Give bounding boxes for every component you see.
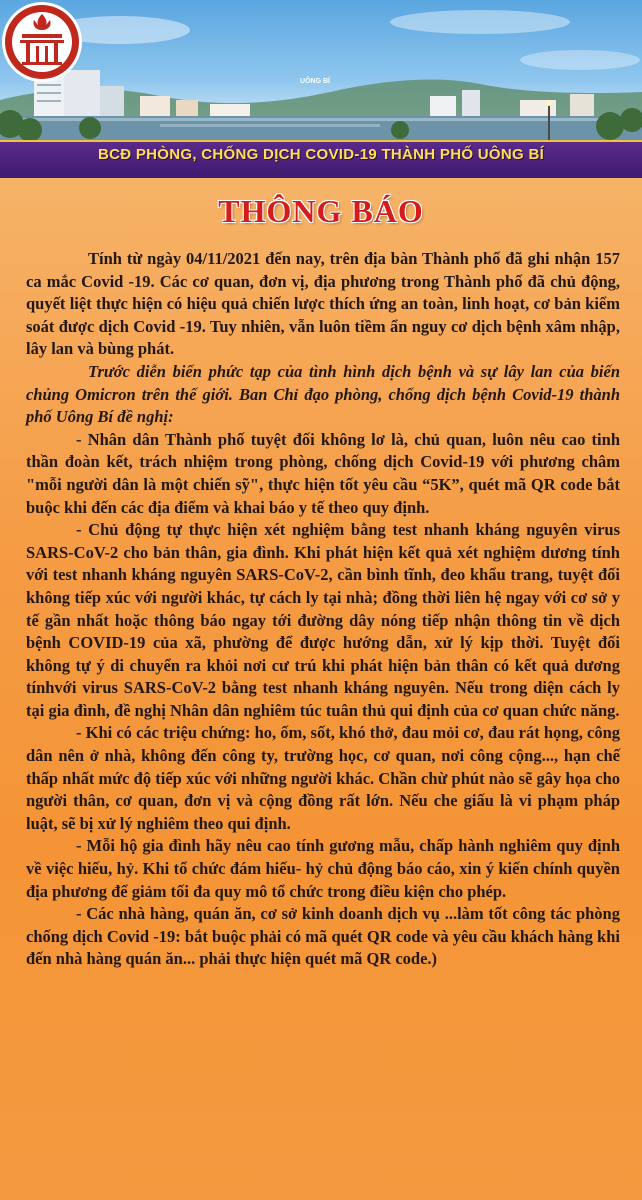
logo-caption: UÔNG BÍ: [300, 78, 330, 85]
paragraph-item-5: - Các nhà hàng, quán ăn, cơ sở kinh doanh dịch vụ ...làm tốt công tác phòng chống dịch Covid -19: bắt buộc phải có mã quét QR code và yêu cầu khách hàng khi đến nhà hàng quán ăn... phải thực hiện quét mã QR code.): [26, 904, 620, 969]
paragraph-intro: Tính từ ngày 04/11/2021 đến nay, trên địa bàn Thành phố đã ghi nhận 157 ca mắc Covid -19. Các cơ quan, đơn vị, địa phương trong Thành phố đã chủ động, quyết liệt thực hiện có hiệu quả chiến lược thích ứng an toàn, linh hoạt, cơ bản kiểm soát được dịch Covid -19. Tuy nhiên, vẫn luôn tiềm ẩn nguy cơ dịch bệnh xâm nhập, lây lan và bùng phát.: [26, 249, 620, 359]
banner-title: BCĐ PHÒNG, CHỐNG DỊCH COVID-19 THÀNH PHỐ UÔNG BÍ: [97, 146, 545, 163]
header-banner: [0, 0, 642, 178]
paragraph-item-2: - Chủ động tự thực hiện xét nghiệm bằng test nhanh kháng nguyên virus SARS-CoV-2 cho bản thân, gia đình. Khi phát hiện kết quả xét nghiệm dương tính với test nhanh kháng nguyên SARS-CoV-2, cần bình tĩnh, đeo khẩu trang, tuyệt đối không tiếp xúc với người khác, tự cách ly tại nhà; đồng thời liên hệ ngay với cơ sở y tế gần nhất hoặc thông báo ngay tới đường dây nóng tiếp nhận thông tin về dịch bệnh COVID-19 của xã, phường để được hướng dẫn, xử lý kịp thời. Tuyệt đối không tự ý di chuyển ra khỏi nơi cư trú khi phát hiện bản thân có kết quả dương tínhvới virus SARS-CoV-2 bằng test nhanh kháng nguyên. Nếu trong diện cách ly tại gia đình, đề nghị Nhân dân nghiêm túc tuân thủ qui định của cơ quan chức năng.: [26, 520, 620, 720]
paragraph-item-4: - Mỗi hộ gia đình hãy nêu cao tính gương mẫu, chấp hành nghiêm quy định về việc hiếu, hỷ. Khi tổ chức đám hiếu- hỷ chủ động báo cáo, xin ý kiến chính quyền địa phương để giảm tối đa quy mô tổ chức trong điều kiện cho phép.: [26, 836, 620, 901]
paragraph-item-3: - Khi có các triệu chứng: ho, ốm, sốt, khó thở, đau mỏi cơ, đau rát họng, công dân nên ở nhà, không đến công ty, trường học, cơ quan, nơi công cộng..., hạn chế thấp nhất mức độ tiếp xúc với những người khác. Chần chừ phút nào sẽ gây họa cho người thân, cơ quan, đơn vị và cộng đồng rất lớn. Nếu che giấu là vi phạm pháp luật, sẽ bị xử lý nghiêm theo qui định.: [26, 723, 620, 833]
city-logo-emblem: [0, 0, 84, 92]
notice-body: [26, 248, 620, 971]
paragraph-request: Trước diễn biến phức tạp của tình hình dịch bệnh và sự lây lan của biến chủng Omicron trên thế giới. Ban Chỉ đạo phòng, chống dịch bệnh Covid-19 thành phố Uông Bí đề nghị:: [26, 361, 620, 427]
paragraph-item-1: - Nhân dân Thành phố tuyệt đối không lơ là, chủ quan, luôn nêu cao tinh thần đoàn kết, trách nhiệm trong phòng, chống dịch Covid-19 với phương châm "mỗi người dân là một chiến sỹ", thực hiện tốt yêu cầu “5K”, quét mã QR code bắt buộc khi đến các địa điểm và khai báo y tế theo quy định.: [26, 429, 620, 517]
page-title: THÔNG BÁO: [218, 193, 424, 229]
